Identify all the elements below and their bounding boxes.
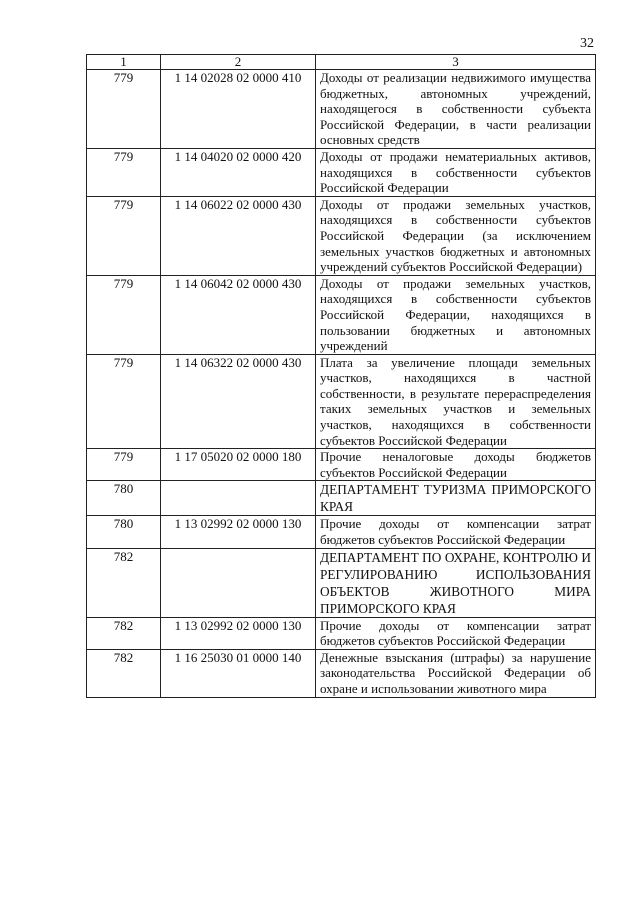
- admin-code-cell: 779: [87, 148, 161, 196]
- description-cell: Доходы от продажи нематериальных активов, находящихся в собственности субъектов Российской Федерации: [316, 148, 596, 196]
- admin-code-cell: 779: [87, 275, 161, 354]
- admin-code-cell: 782: [87, 617, 161, 649]
- admin-code-cell: 780: [87, 481, 161, 516]
- admin-code-cell: 780: [87, 516, 161, 548]
- table-row: [87, 516, 596, 548]
- budget-codes-table: [86, 54, 596, 698]
- column-header-1: 1: [87, 55, 161, 70]
- table-row: [87, 148, 596, 196]
- table-row: [87, 481, 596, 516]
- budget-code-cell: 1 17 05020 02 0000 180: [161, 449, 316, 481]
- description-cell: Денежные взыскания (штрафы) за нарушение законодательства Российской Федерации об охране и использовании животного мира: [316, 649, 596, 697]
- table-row: [87, 649, 596, 697]
- table-header-row: [87, 55, 596, 70]
- table-row: [87, 548, 596, 617]
- budget-code-cell: 1 14 04020 02 0000 420: [161, 148, 316, 196]
- budget-code-cell: 1 14 02028 02 0000 410: [161, 70, 316, 149]
- description-cell: Прочие доходы от компенсации затрат бюджетов субъектов Российской Федерации: [316, 516, 596, 548]
- table-row: [87, 275, 596, 354]
- budget-code-cell: 1 14 06322 02 0000 430: [161, 354, 316, 449]
- budget-code-cell: 1 13 02992 02 0000 130: [161, 516, 316, 548]
- table-row: [87, 354, 596, 449]
- admin-code-cell: 779: [87, 70, 161, 149]
- budget-code-cell: 1 14 06022 02 0000 430: [161, 196, 316, 275]
- table-body: [87, 55, 596, 698]
- description-cell: Прочие доходы от компенсации затрат бюджетов субъектов Российской Федерации: [316, 617, 596, 649]
- table-row: [87, 617, 596, 649]
- page-number: 32: [580, 36, 594, 51]
- admin-code-cell: 779: [87, 449, 161, 481]
- admin-code-cell: 782: [87, 649, 161, 697]
- budget-code-cell: 1 16 25030 01 0000 140: [161, 649, 316, 697]
- admin-code-cell: 779: [87, 196, 161, 275]
- table-row: [87, 449, 596, 481]
- description-cell: Доходы от продажи земельных участков, находящихся в собственности субъектов Российской Федерации (за исключением земельных участков бюджетных и автономных учреждений субъектов Российской Федерации): [316, 196, 596, 275]
- budget-code-cell: 1 14 06042 02 0000 430: [161, 275, 316, 354]
- description-cell: Плата за увеличение площади земельных участков, находящихся в частной собственности, в результате перераспределения таких земельных участков и земельных участков, находящихся в собственности субъектов Российской Федерации: [316, 354, 596, 449]
- description-cell: Прочие неналоговые доходы бюджетов субъектов Российской Федерации: [316, 449, 596, 481]
- description-cell: Доходы от реализации недвижимого имущества бюджетных, автономных учреждений, находящегося в собственности субъекта Российской Федерации, в части реализации основных средств: [316, 70, 596, 149]
- budget-code-cell: [161, 481, 316, 516]
- department-heading-cell: ДЕПАРТАМЕНТ ТУРИЗМА ПРИМОРСКОГО КРАЯ: [316, 481, 596, 516]
- budget-code-cell: [161, 548, 316, 617]
- department-heading-cell: ДЕПАРТАМЕНТ ПО ОХРАНЕ, КОНТРОЛЮ И РЕГУЛИРОВАНИЮ ИСПОЛЬЗОВАНИЯ ОБЪЕКТОВ ЖИВОТНОГО МИРА ПРИМОРСКОГО КРАЯ: [316, 548, 596, 617]
- column-header-2: 2: [161, 55, 316, 70]
- admin-code-cell: 782: [87, 548, 161, 617]
- admin-code-cell: 779: [87, 354, 161, 449]
- table-row: [87, 196, 596, 275]
- column-header-3: 3: [316, 55, 596, 70]
- budget-code-cell: 1 13 02992 02 0000 130: [161, 617, 316, 649]
- description-cell: Доходы от продажи земельных участков, находящихся в собственности субъектов Российской Федерации, находящихся в пользовании бюджетных и автономных учреждений: [316, 275, 596, 354]
- table-row: [87, 70, 596, 149]
